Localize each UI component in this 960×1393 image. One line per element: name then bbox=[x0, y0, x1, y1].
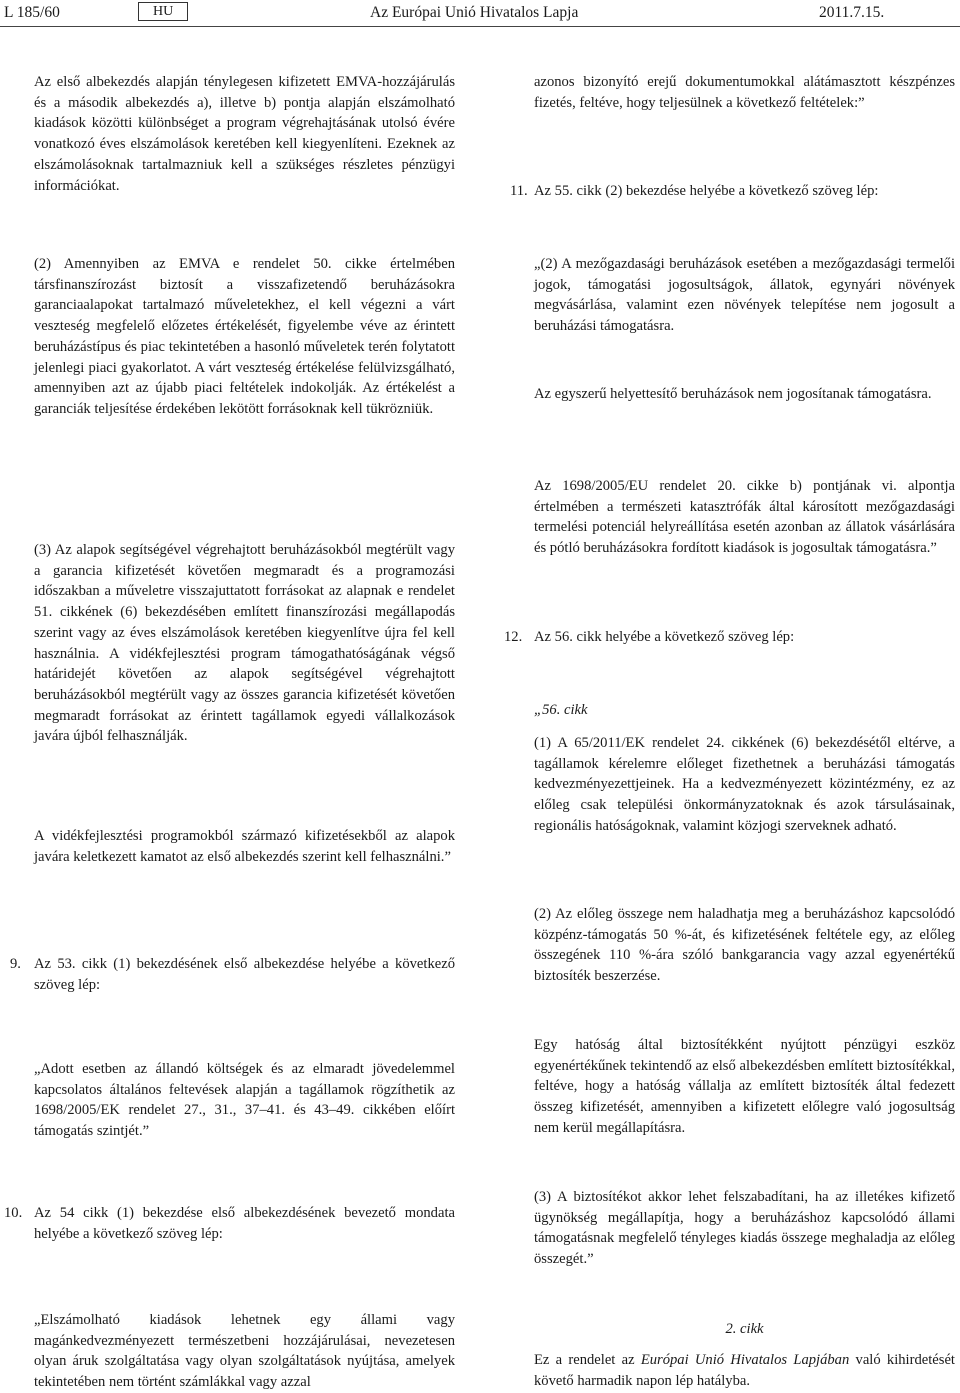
right-paragraph-5: Az 1698/2005/EU rendelet 20. cikke b) pontjának vi. alpontja értelmében a természeti katasztrófák által károsított mezőgazdasági termelési potenciál helyreállítása esetén azonban az állatok vásárlására és pótló beruházásokra fordított kiadások is jogosultak támogatásra.” bbox=[534, 478, 955, 557]
item-number-10: 10. bbox=[4, 1205, 23, 1221]
left-paragraph-4: A vidékfejlesztési programokból származó kifizetésekből az alapok javára keletkezett kamatot az első albekezdés szerint kell felhasználni.” bbox=[34, 828, 455, 865]
closing-text-a: Ez a rendelet az bbox=[534, 1352, 641, 1368]
article-56-heading bbox=[534, 700, 955, 721]
left-paragraph-7: Az 54 cikk (1) bekezdése első albekezdésének bevezető mondata helyébe a következő szöveg lép: bbox=[34, 1205, 455, 1242]
right-paragraph-6: Az 56. cikk helyébe a következő szöveg lép: bbox=[534, 629, 795, 645]
right-paragraph-11: (3) A biztosítékot akkor lehet felszabadítani, ha az illetékes kifizető ügynökség megállapítja, hogy a beruházáshoz kapcsolódó állami támogatásnak megfelelő tényleges kiadás összege meghaladja az előleg összegét.” bbox=[534, 1189, 955, 1268]
article-56-heading-text: „56. cikk bbox=[534, 702, 588, 718]
left-paragraph-3: (3) Az alapok segítségével végrehajtott beruházásokból megtérült vagy a garancia kifizetését követően megmaradt és a programozási időszakban a műveletre visszajuttatott forrásokat az alapnak e rendelet 51. cikkének (6) bekezdésében említett finanszírozási megállapodás szerint vagy az éves elszámolások keretében kiegyenlítve újra fel kell használnia. A vidékfejlesztési program támogathatóságának végső határidejét követően az alapok segítségével végrehajtott beruházásokból megtérült vagy az összes garancia kifizetését követően megmaradt forrásokat az érintett tagállamok egyedi vállalkozások javára újból felhasználják. bbox=[34, 542, 455, 745]
item-number-9: 9. bbox=[10, 956, 21, 972]
page-header bbox=[0, 0, 960, 28]
journal-reference: Európai Unió Hivatalos Lapjában bbox=[640, 1352, 850, 1368]
item-number-12: 12. bbox=[504, 629, 523, 645]
closing-text-b: való kihirdetését követő harmadik napon lép hatályba. bbox=[534, 1352, 955, 1389]
left-paragraph-6: „Adott esetben az állandó költségek és az elmaradt jövedelemmel kapcsolatos általános feltevések alapján a tagállamok rögzíthetik az 1698/2005/EK rendelet 27., 31., 37–41. és 43–49. cikkében előírt támogatás szintjét.” bbox=[34, 1061, 455, 1140]
article-2-heading-text: 2. cikk bbox=[725, 1321, 764, 1337]
page-number: L 185/60 bbox=[4, 4, 60, 21]
right-paragraph-2: Az 55. cikk (2) bekezdése helyébe a következő szöveg lép: bbox=[534, 183, 879, 199]
language-badge: HU bbox=[138, 2, 188, 21]
header-rule bbox=[0, 26, 960, 27]
item-number-11: 11. bbox=[510, 183, 528, 199]
left-paragraph-1: Az első albekezdés alapján ténylegesen kifizetett EMVA-hozzájárulás és a második albekezdés a), illetve b) pontja alapján elszámolható kiadások közötti különbséget a program végrehajtásának utolsó évére vonatkozó éves elszámolások keretében kell kiegyenlíteni. Ezeknek az elszámolásoknak tartalmazniuk kell a szükséges részletes pénzügyi információkat. bbox=[34, 74, 455, 194]
journal-title: Az Európai Unió Hivatalos Lapja bbox=[370, 4, 579, 21]
right-paragraph-8: (1) A 65/2011/EK rendelet 24. cikkének (6) bekezdésétől eltérve, a tagállamok kérelemre előleget fizethetnek a beruházási támogatás kedvezményezettjeinek. Ha a kedvezményezett közintézmény, ez az előleg csak települési önkormányzatoknak és azok társulásainak, regionális hatóságoknak, valamint közjogi szerveknek adható. bbox=[534, 735, 955, 834]
right-paragraph-4: Az egyszerű helyettesítő beruházások nem jogosítanak támogatásra. bbox=[534, 386, 932, 402]
right-paragraph-9: (2) Az előleg összege nem haladhatja meg a beruházáshoz kapcsolódó közpénz-támogatás 50 %-át, és kifizetésének feltétele egy, az előleg összegének 110 %-ára szóló bankgarancia vagy azzal egyenértékű biztosíték beszerzése. bbox=[534, 906, 955, 985]
left-paragraph-5: Az 53. cikk (1) bekezdésének első albekezdése helyébe a következő szöveg lép: bbox=[34, 956, 455, 993]
right-paragraph-3: „(2) A mezőgazdasági beruházások esetében a mezőgazdasági termelői jogok, támogatási jogosultságok, állatok, egynyári növények megvásárlása, valamint ezen növények telepítése nem jogosult a beruházási támogatásra. bbox=[534, 256, 955, 335]
article-2-heading bbox=[534, 1319, 955, 1340]
right-paragraph-10: Egy hatóság által biztosítékként nyújtott pénzügyi eszköz egyenértékűnek tekintendő az első albekezdésben említett biztosítékkal, feltéve, hogy a hatóság vállalja az említett biztosíték által fedezett összeg kifizetését, amennyiben a kifizetett előlegre való jogosultság nem kerül megállapításra. bbox=[534, 1037, 955, 1136]
publication-date: 2011.7.15. bbox=[819, 4, 885, 21]
left-paragraph-2: (2) Amennyiben az EMVA e rendelet 50. cikke értelmében társfinanszírozást biztosít a visszafizetendő beruházásokra garanciaalapokat tartalmazó műveletekhez, el kell végezni a várt veszteség megfelelő előzetes értékelését, figyelembe véve az érintett beruházástípus és piac tekintetében a hasonló műveletek terén folytatott jelenlegi piaci gyakorlatot. A várt veszteség értékelése felülvizsgálható, amennyiben azt az újabb piaci feltételek indokolják. Az értékelést a garanciák teljesítése érdekében lekötött forrásoknak kell tükrözniük. bbox=[34, 256, 455, 417]
right-paragraph-1: azonos bizonyító erejű dokumentumokkal alátámasztott készpénzes fizetés, feltéve, hogy teljesülnek a következő feltételek:” bbox=[534, 74, 955, 111]
left-paragraph-8: „Elszámolható kiadások lehetnek egy állami vagy magánkedvezményezett természetbeni hozzájárulásai, nevezetesen olyan áruk szolgáltatása vagy olyan szolgáltatások nyújtása, amelyek tekintetében nem történt számlákkal vagy azzal bbox=[34, 1312, 455, 1391]
right-paragraph-13 bbox=[534, 1350, 955, 1391]
